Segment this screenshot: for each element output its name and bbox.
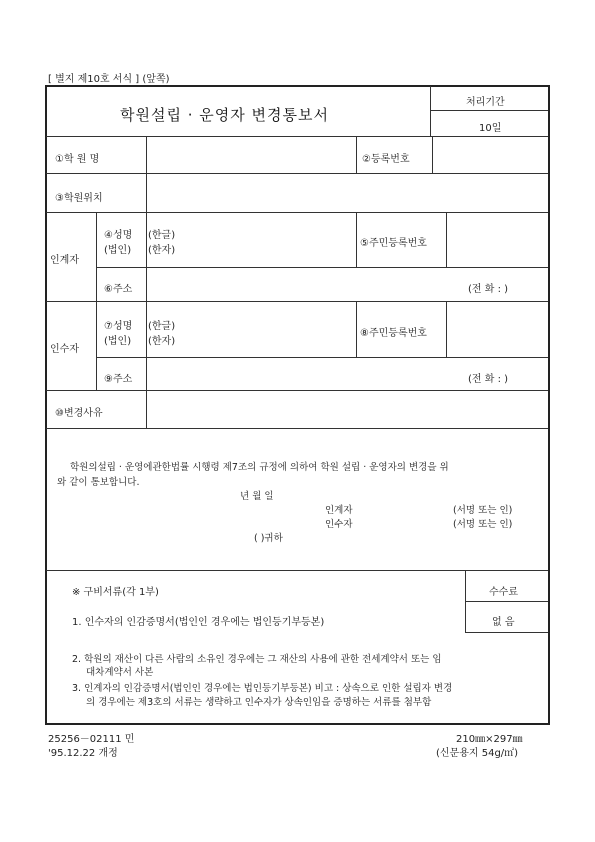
document-item-3-line-2: 의 경우에는 제3호의 서류는 생략하고 인수자가 상속인임을 증명하는 서류를 첨부함 <box>86 697 432 708</box>
transferee-name-field[interactable] <box>190 305 352 353</box>
declaration-line-2: 와 같이 통보합니다. <box>57 477 140 488</box>
transferee-hanja: (한자) <box>148 336 176 347</box>
footer-paper: (신문용지 54g/㎡) <box>436 748 519 759</box>
declaration-addressee: ( )귀하 <box>254 533 283 544</box>
academy-name-field[interactable] <box>148 140 354 170</box>
transferor-label: 인계자 <box>50 255 79 266</box>
transferor-rrn-field[interactable] <box>448 216 546 262</box>
change-reason-field[interactable] <box>148 394 546 424</box>
transferee-hangul: (한글) <box>148 321 176 332</box>
document-item-3-line-1: 3. 인계자의 인감증명서(법인인 경우에는 법인등기부등본) 비고 : 상속으로 인한 설립자 변경 <box>72 683 453 694</box>
footer-revised: '95.12.22 개정 <box>48 748 118 759</box>
declaration-transferor-sign: (서명 또는 인) <box>453 505 513 516</box>
registration-no-label: ②등록번호 <box>362 154 410 165</box>
transferee-rrn-label: ⑧주민등록번호 <box>360 328 427 339</box>
transferee-name-label: ⑦성명 <box>104 321 133 332</box>
footer-size: 210㎜×297㎜ <box>456 734 523 745</box>
change-reason-label: ⑩변경사유 <box>55 408 103 419</box>
declaration-transferee-label: 인수자 <box>325 519 353 530</box>
document-item-2-line-2: 대차계약서 사본 <box>86 667 154 678</box>
transferor-corp-label: (법인) <box>104 245 132 256</box>
transferee-address-field[interactable] <box>148 361 458 387</box>
transferor-rrn-label: ⑤주민등록번호 <box>360 238 427 249</box>
declaration-line-1: 학원의설립 · 운영에관한법률 시행령 제7조의 규정에 의하여 학원 설립 · 운영자의 변경을 위 <box>70 462 449 473</box>
transferee-rrn-field[interactable] <box>448 305 546 353</box>
transferee-label: 인수자 <box>50 344 79 355</box>
documents-header: ※ 구비서류(각 1부) <box>72 587 159 598</box>
transferee-corp-label: (법인) <box>104 336 132 347</box>
fee-value: 없 음 <box>492 617 515 628</box>
academy-name-label: ①학 원 명 <box>55 154 100 165</box>
transferee-address-label: ⑨주소 <box>104 374 133 385</box>
document-item-1: 1. 인수자의 인감증명서(법인인 경우에는 법인등기부등본) <box>72 617 325 628</box>
transferee-phone: (전 화 : ) <box>468 374 509 385</box>
transferor-name-field[interactable] <box>190 216 352 262</box>
academy-location-label: ③학원위치 <box>55 193 103 204</box>
form-header: [ 별지 제10호 서식 ] (앞쪽) <box>48 74 170 85</box>
transferor-address-label: ⑥주소 <box>104 284 133 295</box>
transferor-address-field[interactable] <box>148 271 458 297</box>
processing-period-value: 10일 <box>479 123 502 134</box>
transferor-phone: (전 화 : ) <box>468 284 509 295</box>
fee-label: 수수료 <box>489 587 518 598</box>
registration-no-field[interactable] <box>434 140 546 170</box>
form-title: 학원설립 · 운영자 변경통보서 <box>120 106 329 124</box>
declaration-transferee-sign: (서명 또는 인) <box>453 519 513 530</box>
document-item-2-line-1: 2. 학원의 재산이 다른 사람의 소유인 경우에는 그 재산의 사용에 관한 전세계약서 또는 임 <box>72 654 442 665</box>
academy-location-field[interactable] <box>148 177 546 209</box>
transferor-hangul: (한글) <box>148 230 176 241</box>
transferor-name-label: ④성명 <box>104 230 133 241</box>
transferor-hanja: (한자) <box>148 245 176 256</box>
processing-period-label: 처리기간 <box>466 97 505 108</box>
footer-code: 25256－02111 민 <box>48 734 135 745</box>
declaration-transferor-label: 인계자 <box>325 505 353 516</box>
declaration-date: 년 월 일 <box>240 491 274 502</box>
